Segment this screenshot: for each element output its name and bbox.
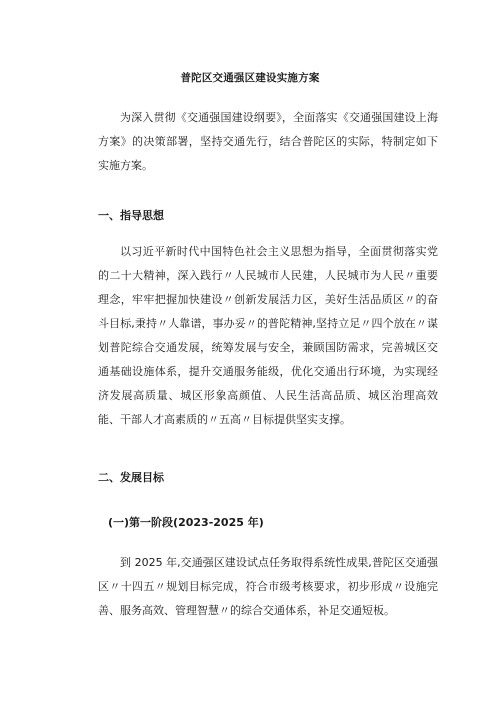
phase-one-paragraph: 到 2025 年,交通强区建设试点任务取得系统性成果,普陀区交通强区〃十四五〃规划目标完成，符合市级考核要求，初步形成〃设施完善、服务高效、管理智慧〃的综合交通体系，补足交通短板。 bbox=[98, 556, 438, 617]
section-heading-development-goals: 二、发展目标 bbox=[98, 471, 164, 484]
guiding-ideology-paragraph: 以习近平新时代中国特色社会主义思想为指导，全面贯彻落实党的二十大精神，深入践行〃人民城市人民建，人民城市为人民〃重要理念，牢牢把握加快建设〃创新发展活力区，美好生活品质区〃的奋斗目标,秉持〃人靠谱，事办妥〃的普陀精神,坚持立足〃四个放在〃谋划普陀综合交通发展，统筹发展与安全，兼顾国防需求，完善城区交通基础设施体系，提升交通服务能级，优化交通出行环境，为实现经济发展高质量、城区形象高颜值、人民生活高品质、城区治理高效能、干部人才高素质的〃五高〃目标提供坚实支撑。 bbox=[98, 245, 438, 426]
section-heading-guiding-ideology: 一、指导思想 bbox=[98, 209, 164, 222]
document-title: 普陀区交通强区建设实施方案 bbox=[180, 72, 320, 84]
subheading-phase-one: (一)第一阶段(2023-2025 年) bbox=[108, 516, 264, 529]
intro-paragraph: 为深入贯彻《交通强国建设纲要》，全面落实《交通强国建设上海方案》的决策部署，坚持交通先行，结合普陀区的实际，特制定如下实施方案。 bbox=[98, 111, 438, 172]
